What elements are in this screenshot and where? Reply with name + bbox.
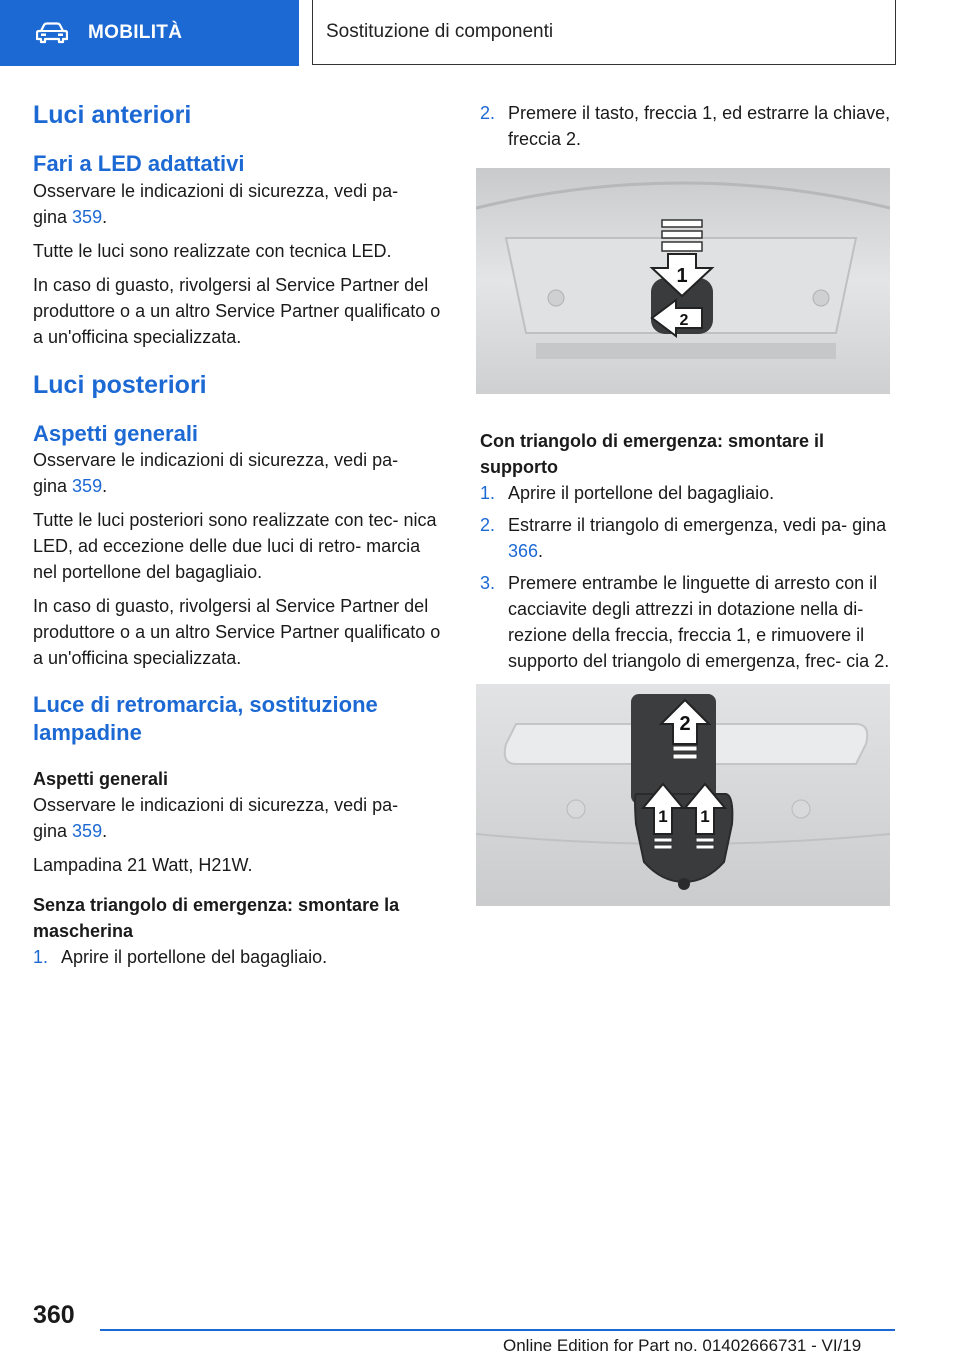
page-link-359[interactable]: 359 <box>72 206 103 227</box>
heading-reverse-light: Luce di retromarcia, sostituzione lampadine <box>33 692 378 745</box>
edition-info: Online Edition for Part no. 01402666731 - VI/19 <box>503 1336 862 1355</box>
steps-list <box>480 480 894 674</box>
heading-general-aspects: Aspetti generali <box>33 420 199 446</box>
figure-tailgate-key <box>476 168 890 394</box>
rear-led-paragraph: Tutte le luci posteriori sono realizzate con tec‐ nica LED, ad eccezione delle due luci di retro‐ marcia nel portellone del bagagliaio. <box>33 510 437 582</box>
list-item: 2. Premere il tasto, freccia 1, ed estrarre la chiave, freccia 2. <box>480 103 891 149</box>
right-column <box>480 100 894 906</box>
arrow-1-label: 1 <box>676 265 688 287</box>
list-item: 1. Aprire il portellone del bagagliaio. <box>480 483 775 504</box>
arrow-up-label: 2 <box>679 713 691 736</box>
subheading-without-triangle: Senza triangolo di emergenza: smontare la mascherina <box>33 895 400 942</box>
service-paragraph: In caso di guasto, rivolgersi al Service Partner del produttore o a un altro Service Partner qualificato o a un'officina specializzata. <box>33 274 441 347</box>
list-item: 1. Aprire il portellone del bagagliaio. <box>33 947 328 968</box>
left-column <box>33 100 447 976</box>
safety-note-paragraph: Osservare le indicazioni di sicurezza, vedi pa‐ gina 359. <box>33 180 399 227</box>
figure-triangle-holder <box>476 684 890 906</box>
page-link-359[interactable]: 359 <box>72 821 103 842</box>
led-paragraph: Tutte le luci sono realizzate con tecnica LED. <box>33 240 392 261</box>
safety-note-paragraph: Osservare le indicazioni di sicurezza, vedi pa‐ gina 359. <box>33 795 399 842</box>
subheading-with-triangle: Con triangolo di emergenza: smontare il supporto <box>480 431 825 478</box>
section-label: MOBILITÀ <box>88 22 183 43</box>
page-link-359[interactable]: 359 <box>72 476 103 496</box>
heading-adaptive-led: Fari a LED adattativi <box>33 151 245 176</box>
heading-front-lights: Luci anteriori <box>33 101 192 129</box>
safety-note-paragraph: Osservare le indicazioni di sicurezza, vedi pa‐ gina 359. <box>33 450 399 496</box>
page-number: 360 <box>33 1301 75 1329</box>
car-icon <box>36 22 68 44</box>
arrow-2-label: 2 <box>679 312 689 329</box>
chapter-header <box>312 0 896 65</box>
arrow-right-label: 1 <box>700 807 710 827</box>
page-link-366[interactable]: 366 <box>508 541 539 562</box>
steps-list <box>33 944 447 970</box>
list-item: 3. Premere entrambe le linguette di arresto con il cacciavite degli attrezzi in dotazione nella di‐ rezione della freccia, freccia 1, e rimuovere il supporto del triangolo di emergenza, frec‐ cia 2. <box>480 573 890 672</box>
subheading-general-aspects: Aspetti generali <box>33 769 169 789</box>
steps-list <box>480 100 894 152</box>
heading-rear-lights: Luci posteriori <box>33 370 207 399</box>
section-tab <box>0 0 299 66</box>
footer-divider <box>100 1329 895 1331</box>
chapter-title: Sostituzione di componenti <box>326 21 554 42</box>
list-item: 2. Estrarre il triangolo di emergenza, vedi pa‐ gina 366. <box>480 515 887 562</box>
service-paragraph: In caso di guasto, rivolgersi al Service Partner del produttore o a un altro Service Partner qualificato o a un'officina specializzata. <box>33 596 441 668</box>
bulb-spec-paragraph: Lampadina 21 Watt, H21W. <box>33 855 253 876</box>
arrow-left-label: 1 <box>658 807 668 827</box>
